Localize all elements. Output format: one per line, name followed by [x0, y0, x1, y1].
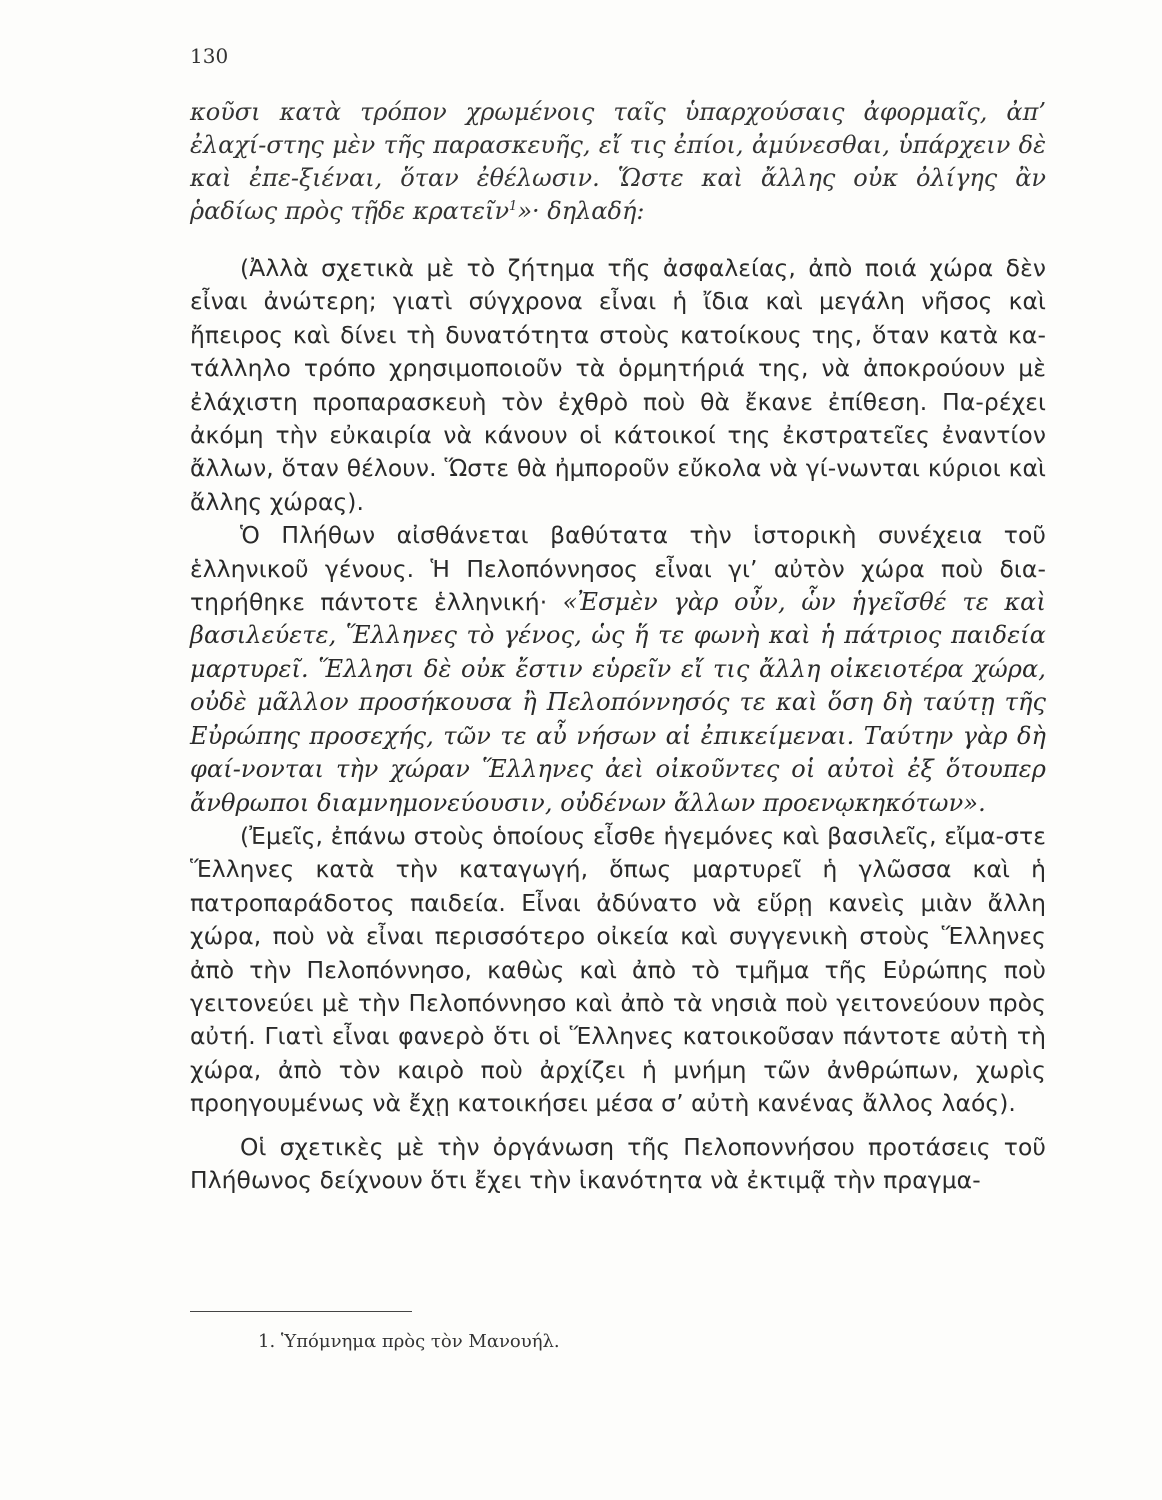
body-paragraph-pletho	[190, 519, 1046, 820]
page-number: 130	[190, 44, 229, 68]
ancient-quote-text: κοῦσι κατὰ τρόπον χρωμένοις ταῖς ὑπαρχούσαις ἀφορμαῖς, ἀπ’ ἐλαχί-στης μὲν τῆς παρασκευῆς, εἴ τις ἐπίοι, ἀμύνεσθαι, ὑπάρχειν δὲ καὶ ἐπε-ξιέναι, ὅταν ἐθέλωσιν. Ὥστε καὶ ἄλλης οὐκ ὀλίγης ἂν ῥαδίως πρὸς τῇδε κρατεῖν	[190, 98, 1046, 225]
footnote-reference: 1	[509, 199, 518, 214]
body-paragraph-text: Ὁ Πλήθων αἰσθάνεται βαθύτατα τὴν ἱστορικὴ συνέχεια τοῦ ἑλληνικοῦ γένους. Ἡ Πελοπόννησος εἶναι γι’ αὐτὸν χώρα ποὺ δια-τηρήθηκε πάντοτε ἑλληνική·	[190, 521, 1046, 617]
translation-paragraph-1: (Ἀλλὰ σχετικὰ μὲ τὸ ζήτημα τῆς ἀσφαλείας, ἀπὸ ποιά χώρα δὲν εἶναι ἀνώτερη; γιατὶ σύγχρονα εἶναι ἡ ἴδια καὶ μεγάλη νῆσος καὶ ἤπειρος καὶ δίνει τὴ δυνατότητα στοὺς κατοίκους της, ὅταν κατὰ κα-τάλληλο τρόπο χρησιμοποιοῦν τὰ ὁρμητήριά της, νὰ ἀποκρούουν μὲ ἐλάχιστη προπαρασκευὴ τὸν ἐχθρὸ ποὺ θὰ ἔκανε ἐπίθεση. Πα-ρέχει ἀκόμη τὴν εὐκαιρία νὰ κάνουν οἱ κάτοικοί της ἐκστρατεῖες ἐναντίον ἄλλων, ὅταν θέλουν. Ὥστε θὰ ἠμποροῦν εὔκολα νὰ γί-νωνται κύριοι καὶ ἄλλης χώρας).	[190, 254, 1046, 516]
ancient-quote-2: «Ἐσμὲν γὰρ οὖν, ὧν ἡγεῖσθέ τε καὶ βασιλεύετε, Ἕλληνες τὸ γένος, ὡς ἥ τε φωνὴ καὶ ἡ πάτριος παιδεία μαρτυρεῖ. Ἕλλησι δὲ οὐκ ἔστιν εὑρεῖν εἴ τις ἄλλη οἰκειοτέρα χώρα, οὐδὲ μᾶλλον προσήκουσα ἢ Πελοπόννησός τε καὶ ὅση δὴ ταύτῃ τῆς Εὐρώπης προσεχής, τῶν τε αὖ νήσων αἱ ἐπικείμεναι. Ταύτην γὰρ δὴ φαί-νονται τὴν χώραν Ἕλληνες ἀεὶ οἰκοῦντες οἱ αὐτοὶ ἐξ ὅτουπερ ἄνθρωποι διαμνημονεύουσιν, οὐδένων ἄλλων προενῳκηκότων».	[190, 588, 1046, 817]
ancient-quote-continuation	[190, 96, 1046, 228]
footnote: 1. Ὑπόμνημα πρὸς τὸν Μανουήλ.	[258, 1331, 560, 1352]
translation-paragraph-2: (Ἐμεῖς, ἐπάνω στοὺς ὁποίους εἶσθε ἡγεμόνες καὶ βασιλεῖς, εἴμα-στε Ἕλληνες κατὰ τὴν καταγωγή, ὅπως μαρτυρεῖ ἡ γλῶσσα καὶ ἡ πατροπαράδοτος παιδεία. Εἶναι ἀδύνατο νὰ εὕρῃ κανεὶς μιὰν ἄλλη χώρα, ποὺ νὰ εἶναι περισσότερο οἰκεία καὶ συγγενικὴ στοὺς Ἕλληνες ἀπὸ τὴν Πελοπόννησο, καθὼς καὶ ἀπὸ τὸ τμῆμα τῆς Εὐρώπης ποὺ γειτονεύει μὲ τὴν Πελοπόννησο καὶ ἀπὸ τὰ νησιὰ ποὺ γειτονεύουν πρὸς αὐτή. Γιατὶ εἶναι φανερὸ ὅτι οἱ Ἕλληνες κατοικοῦσαν πάντοτε αὐτὴ τὴ χώρα, ἀπὸ τὸν καιρὸ ποὺ ἀρχίζει ἡ μνήμη τῶν ἀνθρώπων, χωρὶς προηγουμένως νὰ ἔχῃ κατοικήσει μέσα σ’ αὐτὴ κανένας ἄλλος λαός).	[190, 821, 1046, 1118]
quote-close: »· δηλαδή:	[517, 197, 645, 225]
main-text	[190, 96, 1046, 1197]
footnote-divider	[190, 1311, 412, 1312]
body-paragraph-organization: Οἱ σχετικὲς μὲ τὴν ὀργάνωση τῆς Πελοποννήσου προτάσεις τοῦ Πλήθωνος δείχνουν ὅτι ἔχει τὴν ἱκανότητα νὰ ἐκτιμᾷ τὴν πραγμα-	[190, 1132, 1046, 1194]
